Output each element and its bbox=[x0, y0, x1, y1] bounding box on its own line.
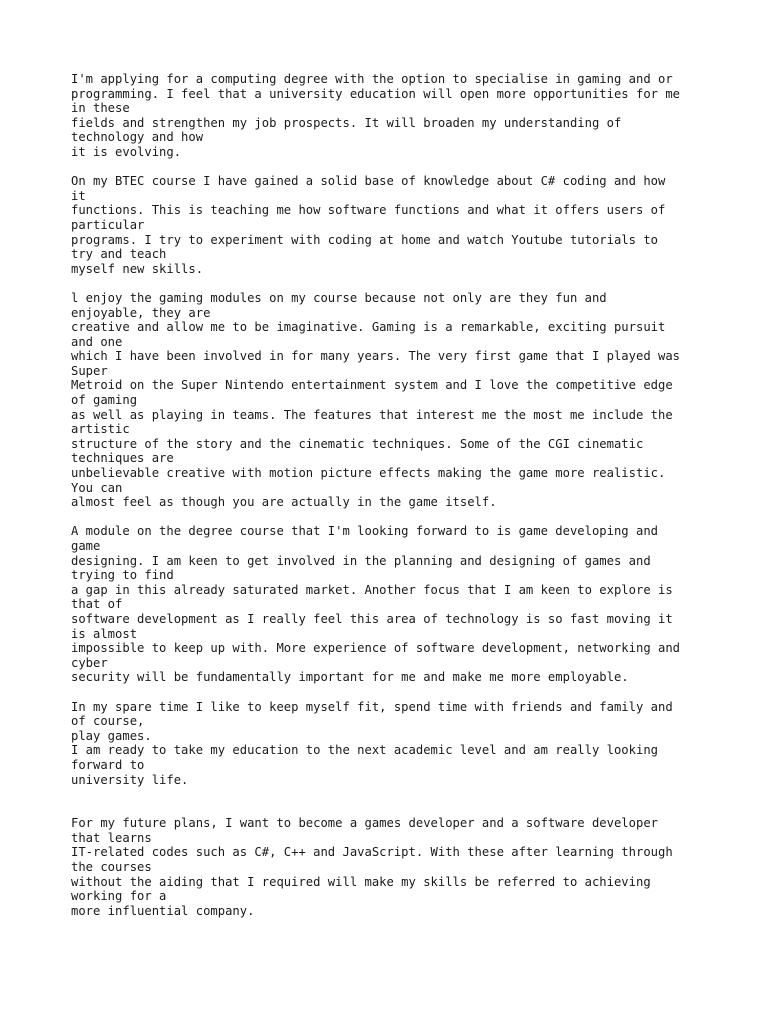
text-line: unbelievable creative with motion picture effects making the game more realistic. bbox=[71, 466, 666, 481]
text-line: You can bbox=[71, 480, 123, 495]
paragraph-btec-course bbox=[71, 174, 751, 276]
text-line: security will be fundamentally important for me and make me more employable. bbox=[71, 670, 629, 685]
text-line: university life. bbox=[71, 772, 189, 787]
text-line: I'm applying for a computing degree with the option to specialise in gaming and or bbox=[71, 72, 673, 86]
text-line: cyber bbox=[71, 655, 108, 670]
text-line: it is evolving. bbox=[71, 144, 182, 159]
text-line: IT-related codes such as C#, C++ and JavaScript. With these after learning through bbox=[71, 845, 673, 860]
text-line: particular bbox=[71, 217, 145, 232]
text-line: forward to bbox=[71, 757, 145, 772]
text-line: game bbox=[71, 539, 101, 553]
text-line: On my BTEC course I have gained a solid base of knowledge about C# coding and how bbox=[71, 174, 666, 189]
paragraph-spare-time bbox=[71, 700, 751, 788]
paragraph-future-plans bbox=[71, 816, 751, 918]
text-line: designing. I am keen to get involved in the planning and designing of games and bbox=[71, 553, 651, 568]
paragraph-gaming-modules bbox=[71, 291, 751, 510]
text-line: try and teach bbox=[71, 247, 167, 262]
text-line: the courses bbox=[71, 860, 152, 875]
text-line: enjoyable, they are bbox=[71, 305, 211, 320]
text-line: For my future plans, I want to become a games developer and a software developer bbox=[71, 816, 658, 831]
text-line: is almost bbox=[71, 626, 138, 641]
text-line: more influential company. bbox=[71, 903, 255, 918]
text-line: Metroid on the Super Nintendo entertainment system and I love the competitive edge bbox=[71, 378, 673, 393]
text-line: techniques are bbox=[71, 451, 174, 466]
text-line: myself new skills. bbox=[71, 261, 204, 276]
text-line: and one bbox=[71, 334, 123, 349]
text-line: software development as I really feel this area of technology is so fast moving it bbox=[71, 611, 673, 626]
text-line: a gap in this already saturated market. Another focus that I am keen to explore is bbox=[71, 582, 673, 597]
text-line: Super bbox=[71, 363, 108, 378]
text-line: programming. I feel that a university education will open more opportunities for me bbox=[71, 86, 681, 101]
document-page bbox=[71, 72, 751, 918]
text-line: that of bbox=[71, 597, 123, 612]
text-line: fields and strengthen my job prospects. It will broaden my understanding of bbox=[71, 115, 622, 130]
text-line: working for a bbox=[71, 889, 167, 904]
text-line: of course, bbox=[71, 714, 145, 729]
paragraph-spacer bbox=[71, 276, 751, 291]
text-line: In my spare time I like to keep myself fit, spend time with friends and family and bbox=[71, 699, 673, 714]
paragraph-spacer bbox=[71, 685, 751, 700]
text-line: it bbox=[71, 188, 86, 203]
text-line: which I have been involved in for many years. The very first game that I played was bbox=[71, 349, 681, 364]
text-line: of gaming bbox=[71, 393, 138, 408]
text-line: as well as playing in teams. The features that interest me the most me include the bbox=[71, 407, 673, 422]
text-line: l enjoy the gaming modules on my course because not only are they fun and bbox=[71, 290, 607, 305]
text-line: creative and allow me to be imaginative. Gaming is a remarkable, exciting pursuit bbox=[71, 320, 666, 335]
text-line: A module on the degree course that I'm looking forward to is game developing and bbox=[71, 524, 658, 539]
text-line: almost feel as though you are actually in the game itself. bbox=[71, 495, 497, 510]
text-line: programs. I try to experiment with coding at home and watch Youtube tutorials to bbox=[71, 232, 658, 247]
text-line: functions. This is teaching me how software functions and what it offers users of bbox=[71, 203, 666, 218]
text-line: that learns bbox=[71, 830, 152, 845]
text-line: technology and how bbox=[71, 130, 204, 145]
text-line: impossible to keep up with. More experience of software development, networking and bbox=[71, 641, 681, 656]
text-line: artistic bbox=[71, 422, 130, 437]
text-line: play games. bbox=[71, 728, 152, 743]
text-line: structure of the story and the cinematic techniques. Some of the CGI cinematic bbox=[71, 436, 644, 451]
paragraph-application-intro bbox=[71, 72, 751, 160]
text-line: without the aiding that I required will make my skills be referred to achieving bbox=[71, 874, 651, 889]
text-line: I am ready to take my education to the next academic level and am really looking bbox=[71, 743, 658, 758]
text-line: trying to find bbox=[71, 568, 174, 583]
paragraph-degree-module bbox=[71, 524, 751, 685]
paragraph-spacer bbox=[71, 787, 751, 816]
paragraph-spacer bbox=[71, 160, 751, 175]
text-line: in these bbox=[71, 101, 130, 116]
paragraph-spacer bbox=[71, 510, 751, 525]
